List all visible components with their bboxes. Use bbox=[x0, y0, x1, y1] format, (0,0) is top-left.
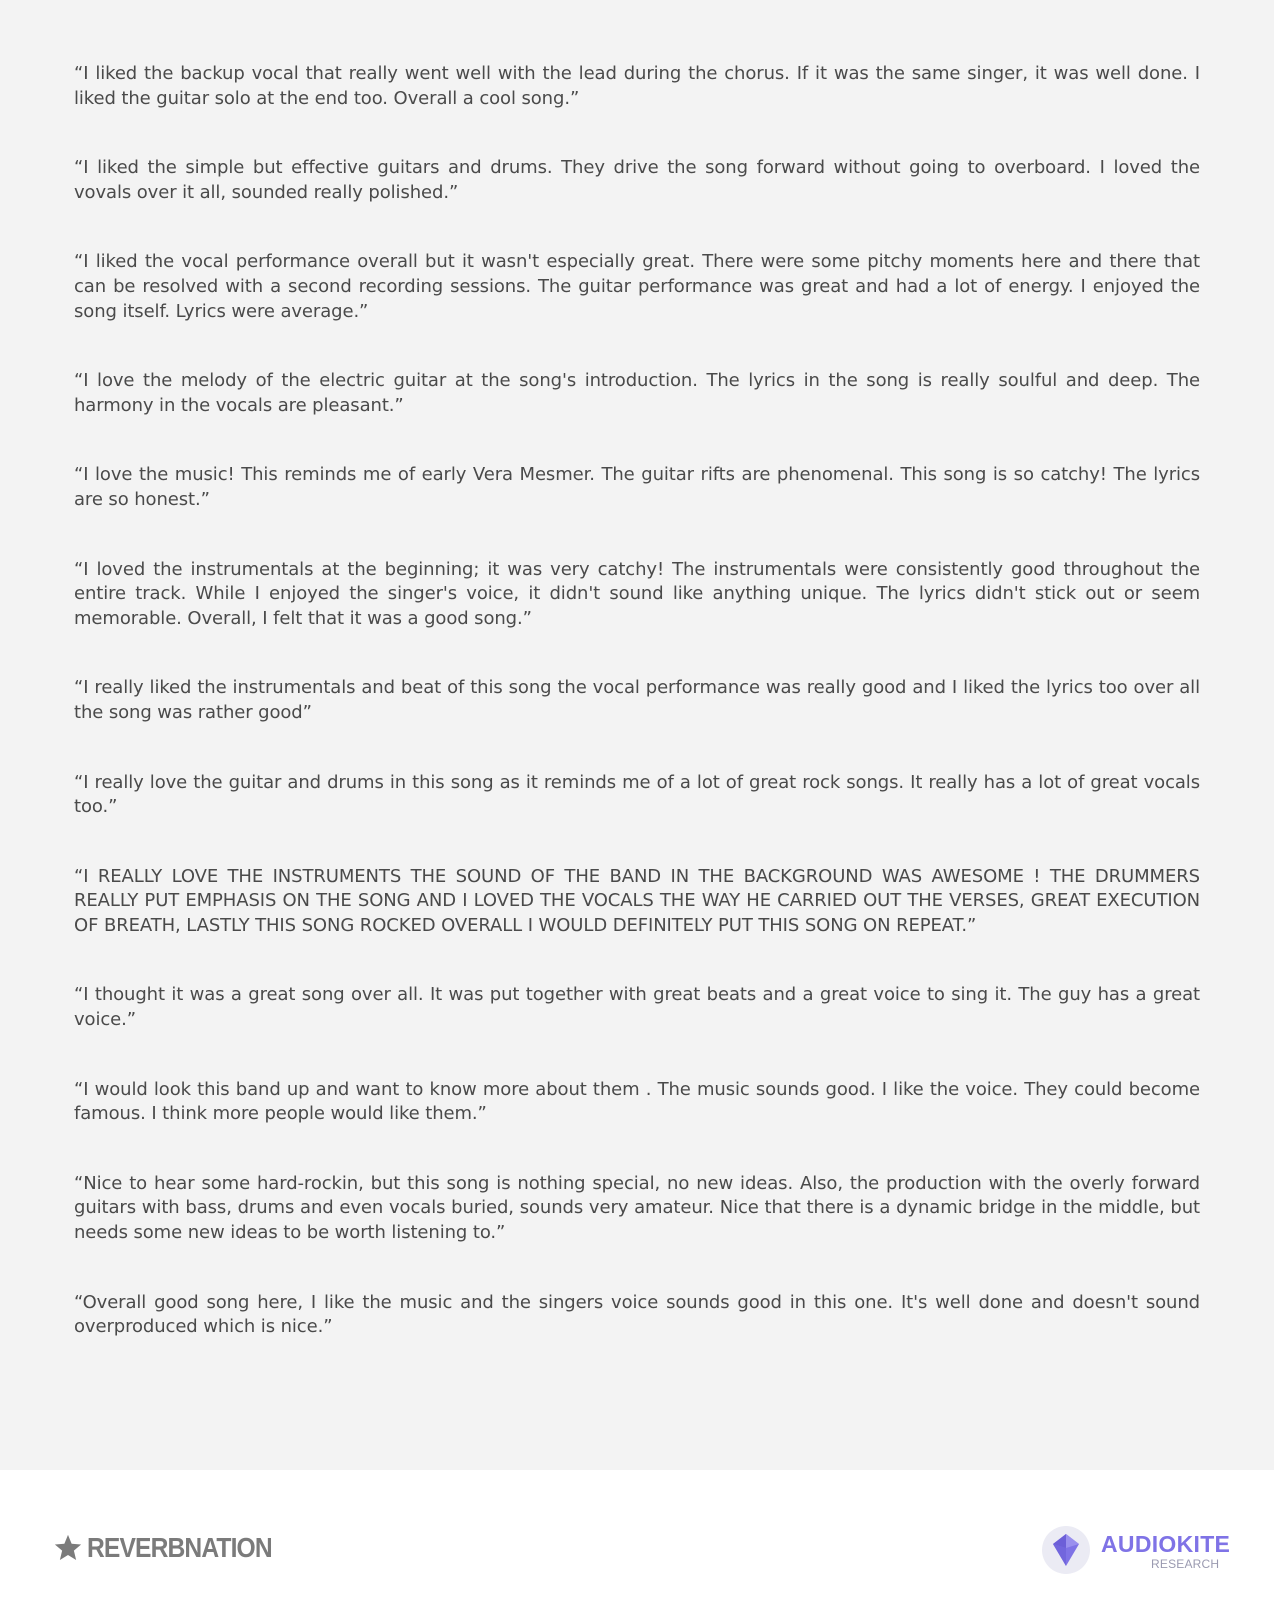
audiokite-badge bbox=[1042, 1526, 1090, 1574]
gem-icon bbox=[1052, 1534, 1080, 1566]
quote: “I really love the guitar and drums in this song as it reminds me of a lot of great rock songs. It really has a lot of great vocals too.” bbox=[74, 771, 1200, 818]
audiokite-wordmark: AUDIOKITE bbox=[1101, 1531, 1231, 1557]
quote: “I REALLY LOVE THE INSTRUMENTS THE SOUND OF THE BAND IN THE BACKGROUND WAS AWESOME ! THE DRUMMERS REALLY PUT EMPHASIS ON THE SONG AND I LOVED THE VOCALS THE WAY HE CARRIED OUT THE VERSES, GREAT EXECUTION OF BREATH, LASTLY THIS SONG ROCKED OVERALL I WOULD DEFINITELY PUT THIS SONG ON REPEAT.” bbox=[74, 865, 1200, 936]
quote: “I love the music! This reminds me of early Vera Mesmer. The guitar rifts are phenomenal. This song is so catchy! The lyrics are so honest.” bbox=[74, 464, 1200, 510]
reverbnation-wordmark: REVERBNATION bbox=[87, 1532, 272, 1563]
quote: “I would look this band up and want to know more about them . The music sounds good. I like the voice. They could become famous. I think more people would like them.” bbox=[74, 1078, 1200, 1125]
quote: “I love the melody of the electric guitar at the song's introduction. The lyrics in the song is really soulful and deep. The harmony in the vocals are pleasant.” bbox=[74, 370, 1200, 416]
audiokite-logo bbox=[1040, 1522, 1231, 1576]
quote: “Nice to hear some hard-rockin, but this song is nothing special, no new ideas. Also, the production with the overly forward guitars with bass, drums and even vocals buried, sounds very amateur. Nice that there is a dynamic bridge in the middle, but needs some new ideas to be worth listening to.” bbox=[74, 1172, 1200, 1244]
audiokite-subtitle: RESEARCH bbox=[1151, 1557, 1220, 1571]
quote: “I loved the instrumentals at the beginning; it was very catchy! The instrumentals were consistently good throughout the entire track. While I enjoyed the singer's voice, it didn't sound like anything unique. The lyrics didn't stick out or seem memorable. Overall, I felt that it was a good song.” bbox=[74, 558, 1200, 629]
quotes-list bbox=[74, 62, 1200, 1385]
footer bbox=[0, 1470, 1274, 1600]
quote: “I liked the vocal performance overall but it wasn't especially great. There were some pitchy moments here and there that can be resolved with a second recording sessions. The guitar performance was great and had a lot of energy. I enjoyed the song itself. Lyrics were average.” bbox=[74, 251, 1200, 322]
star-icon bbox=[53, 1533, 83, 1563]
quote: “I really liked the instrumentals and beat of this song the vocal performance was really good and I liked the lyrics too over all the song was rather good” bbox=[74, 677, 1200, 723]
reverbnation-logo bbox=[53, 1532, 297, 1564]
quote: “I liked the backup vocal that really went well with the lead during the chorus. If it was the same singer, it was well done. I liked the guitar solo at the end too. Overall a cool song.” bbox=[74, 63, 1200, 109]
quote: “I liked the simple but effective guitars and drums. They drive the song forward without going to overboard. I loved the vovals over it all, sounded really polished.” bbox=[74, 157, 1200, 203]
quote: “I thought it was a great song over all. It was put together with great beats and a great voice to sing it. The guy has a great voice.” bbox=[74, 984, 1200, 1031]
quote: “Overall good song here, I like the music and the singers voice sounds good in this one. It's well done and doesn't sound overproduced which is nice.” bbox=[74, 1291, 1200, 1338]
